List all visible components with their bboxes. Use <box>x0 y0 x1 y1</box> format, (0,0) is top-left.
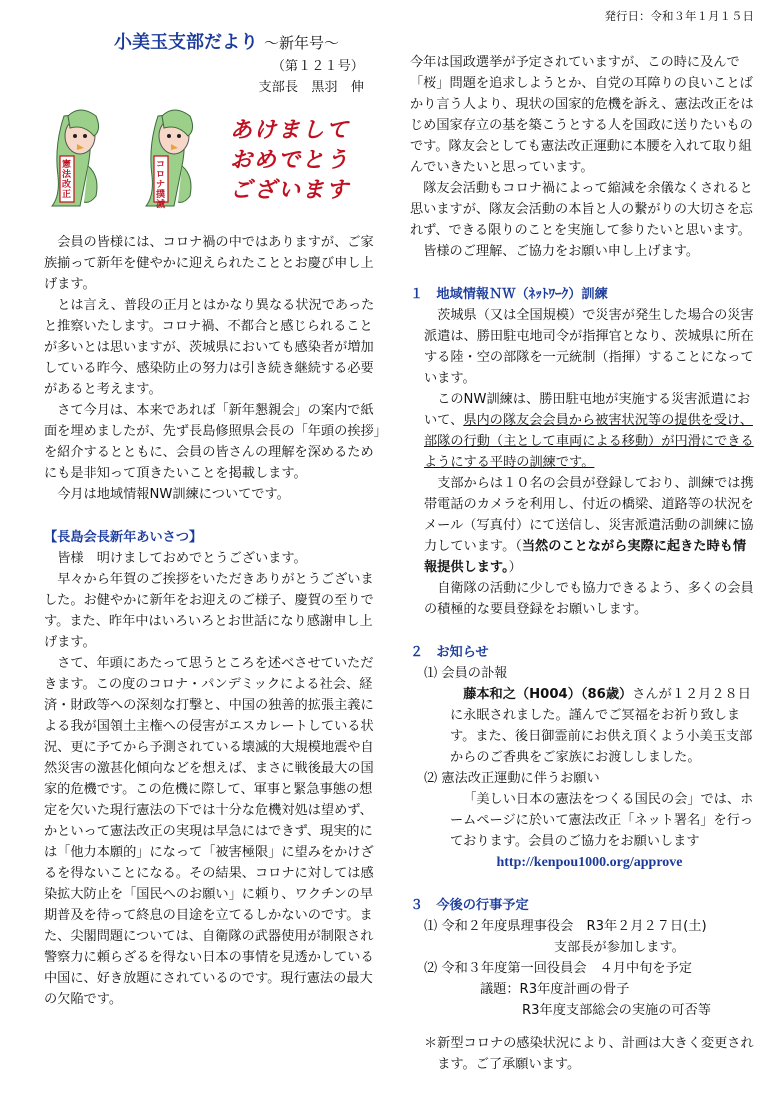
amabie-character-1-icon <box>44 106 116 210</box>
intro-paragraph-1: 会員の皆様には、コロナ禍の中ではありますが、ご家族揃って新年を健やかに迎えられたこととお慶び申し上げます。 <box>44 235 374 292</box>
address-paragraph-5: 隊友会活動もコロナ禍によって縮減を余儀なくされると思いますが、隊友会活動の本旨と人の繋がりの大切さを忘れず、できる限りのことを実施して参りたいと思います。 <box>410 181 753 238</box>
address-paragraph-1: 皆様 明けましておめでとうございます。 <box>57 551 307 566</box>
section-3-heading: ３ 今後の行事予定 <box>410 898 529 913</box>
new-year-greeting <box>230 116 350 206</box>
section-3-item-1-detail: 支部長が参加します。 <box>554 940 685 955</box>
address-paragraph-6: 皆様のご理解、ご協力をお願い申し上げます。 <box>423 244 700 259</box>
issue-date: 発行日：令和３年１月１５日 <box>604 9 754 23</box>
obituary-text: さんが１２月２８日に永眠されました。謹んでご冥福をお祈り致します。また、後日御霊前にお供え頂くよう小美玉支部からのご香典をご家族にお渡ししました。 <box>450 687 753 765</box>
section-2-heading: ２ お知らせ <box>410 645 489 660</box>
section-1-paragraph-2a: このNW訓練は、勝田駐屯地が実施する災害派遣において、 <box>424 392 751 428</box>
new-year-illustration <box>44 106 384 214</box>
address-paragraph-3: さて、年頭にあたって思うところを述べさせていただきます。この度のコロナ・パンデミックによる社会、経済・財政等への深刻な打撃と、中国の独善的拡張主義による我が国領土主権への侵害がエスカレートしている状況、更に予てから予測されている壊滅的大規模地震や自然災害の激甚化傾向などを想えば、まさに戦後最大の国家的危機です。この危機に際して、軍事と緊急事態の想定を欠いた現行憲法の下では十分な危機対処は望めず、かといって憲法改正の実現は早急にはできず、現実的には「他力本願的」になって「被害極限」に望みをかけざるを得ないことになる。その結果、コロナに対しては感染拡大防止を「国民へのお願い」に頼り、ワクチンの早期普及を待って終息の目途を立てるしかないのです。また、尖閣問題については、自衛隊の武器使用が制限され警察力に頼らざるを得ない日本の事情を見透かしている中国に、好き放題にされているのです。現行憲法の最大の欠陥です。 <box>44 656 374 1007</box>
intro-paragraph-2: とは言え、普段の正月とはかなり異なる状況であったと推察いたします。コロナ禍、不都合と感じられることが多いとは思いますが、茨城県においても感染者が増加している昨今、感染防止の努力は引き続き継続する必要があると考えます。 <box>44 298 375 397</box>
section-1-heading: １ 地域情報ＮＷ（ﾈｯﾄﾜｰｸ）訓練 <box>410 287 608 302</box>
section-2-item-2-label: ⑵ 憲法改正運動に伴うお願い <box>424 771 600 786</box>
intro-paragraph-3: さて今月は、本来であれば「新年懇親会」の案内で紙面を埋めましたが、先ず長島修照県会長の「年頭の挨拶」を紹介するとともに、会員の皆さんの理解を深めるためにも是非知って頂きたいことを掲載します。 <box>44 403 381 481</box>
section-1-paragraph-1: 茨城県（又は全国規模）で災害が発生した場合の災害派遣は、勝田駐屯地司令が指揮官となり、茨城県に所在する陸・空の部隊を一元統制（指揮）することになっています。 <box>424 308 754 386</box>
section-2-item-1-text <box>424 684 755 768</box>
section-3-item-2-agenda-2: R3年度支部総会の実施の可否等 <box>522 1003 711 1018</box>
newsletter-title <box>114 30 384 56</box>
banner-1: 憲法改正 <box>62 160 72 200</box>
section-1-paragraph-4: 自衛隊の活動に少しでも協力できるよう、多くの会員の積極的な要員登録をお願いします。 <box>424 581 754 617</box>
section-2-body <box>410 663 755 873</box>
issue-number: （第１２１号） <box>271 59 364 74</box>
section-1-paragraph-2b: 県内の隊友会会員から被害状況等の提供を受け、部隊の行動（主として車両による移動）が円滑にできるようにする平時の訓練です。 <box>424 413 754 470</box>
address-paragraph-4: 今年は国政選挙が予定されていますが、この時に及んで「桜」問題を追求しようとか、自党の耳障りの良いことばかり言う人より、現状の国家的危機を訴え、憲法改正をはじめ国家存立の基を築こうとする人を国政に送りたいものです。隊友会としても憲法改正運動に本腰を入れて取り組んでいきたいと思っています。 <box>410 55 754 175</box>
section-3-body <box>410 916 755 1075</box>
intro-paragraph-4: 今月は地域情報NW訓練についてです。 <box>57 487 290 502</box>
deceased-name: 藤本和之（H004）（86歳） <box>463 687 633 702</box>
address-paragraph-2: 早々から年賀のご挨拶をいただきありがとうございました。お健やかに新年をお迎えのご様子、慶賀の至りです。また、昨年中はいろいろとお世話になり感謝申し上げます。 <box>44 572 374 650</box>
section-2-item-2-text: 「美しい日本の憲法をつくる国民の会」では、ホームページに於いて憲法改正「ネット署名」を行っております。会員のご協力をお願いします <box>450 792 754 849</box>
amabie-character-2-icon <box>138 106 210 210</box>
section-3-item-2-agenda: 議題：R3年度計画の骨子 <box>480 982 630 997</box>
greeting-line-1: あけまして <box>230 118 351 143</box>
section-1-paragraph-3a: 支部からは１０名の会員が登録しており、訓練では携帯電話のカメラを利用し、付近の橋梁、道路等の状況をメール（写真付）にて送信し、災害派遣活動の訓練に協力しています。（ <box>424 476 754 554</box>
section-2-item-1-label: ⑴ 会員の訃報 <box>424 666 508 681</box>
title-text: 小美玉支部だより <box>114 32 258 53</box>
banner-2: コロナ撲滅 <box>156 160 166 210</box>
section-3-item-1: ⑴ 令和２年度県理事役会 R3年２月２７日(土) <box>424 919 707 934</box>
section-1-body <box>410 305 755 620</box>
schedule-note: ＊新型コロナの感染状況により、計画は大きく変更されます。ご了承願います。 <box>424 1036 754 1072</box>
section-3-item-2: ⑵ 令和３年度第一回役員会 ４月中旬を予定 <box>424 961 692 976</box>
address-heading: 【長島会長新年あいさつ】 <box>44 530 203 545</box>
section-1-paragraph-2 <box>424 389 755 473</box>
greeting-line-2: おめでとう <box>230 148 351 173</box>
section-1-paragraph-3b: 当然のことながら実際に起きた時も情報提供します。 <box>424 539 747 575</box>
section-1-paragraph-3c: ） <box>508 560 522 575</box>
section-1-paragraph-3 <box>424 473 755 578</box>
left-column <box>44 30 384 1010</box>
author: 支部長 黒羽 伸 <box>258 80 364 95</box>
subtitle-text: ～新年号～ <box>264 34 340 52</box>
petition-link[interactable]: http://kenpou1000.org/approve <box>496 855 683 870</box>
right-column <box>410 52 755 1075</box>
greeting-line-3: ございます <box>230 178 351 203</box>
